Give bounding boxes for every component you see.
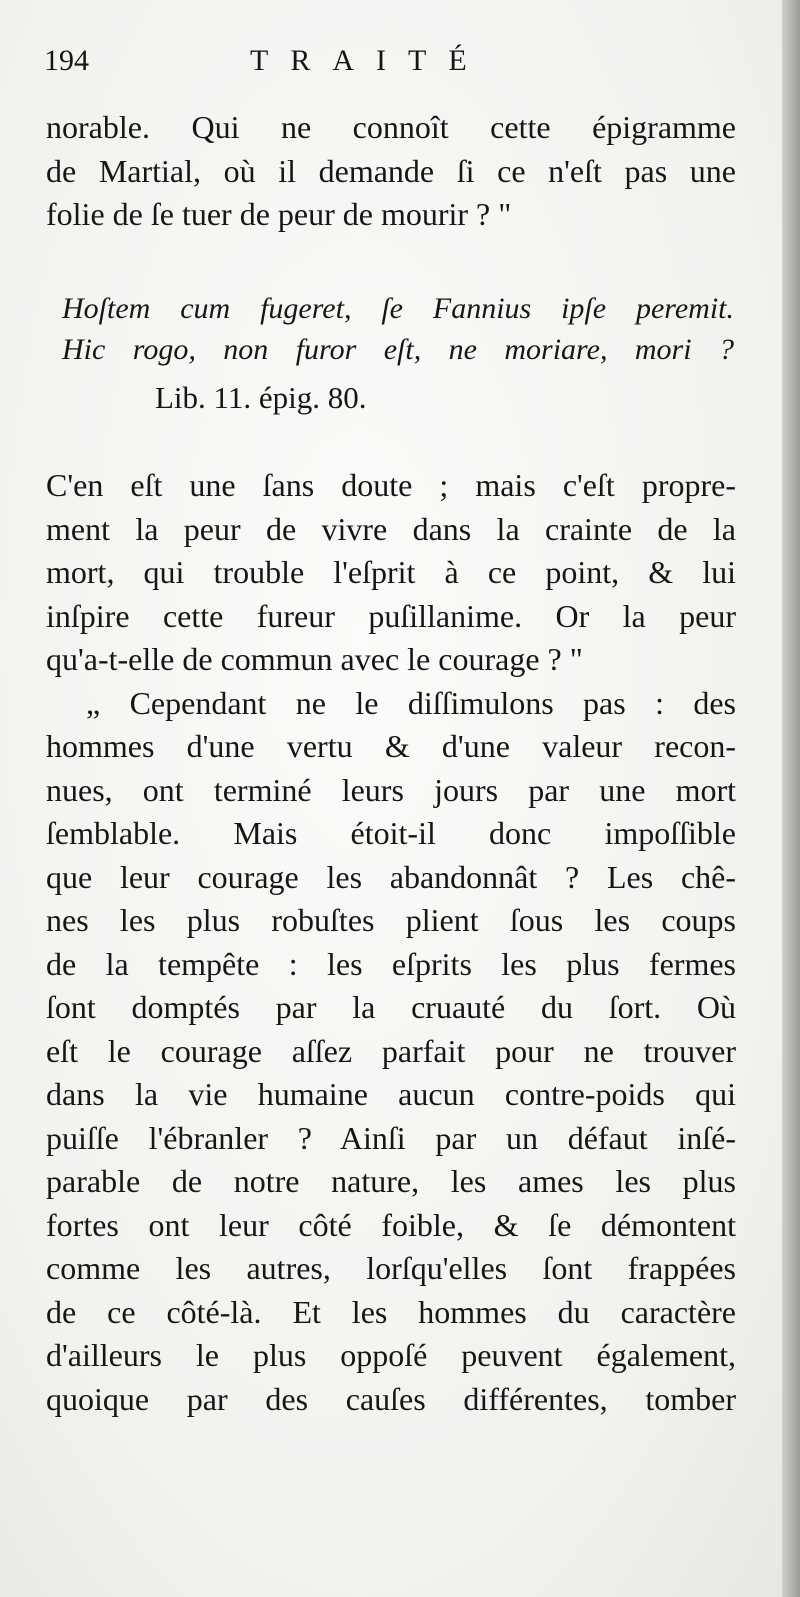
verse-line: Hoſtem cum fugeret, ſe Fannius ipſe peremit.: [62, 292, 734, 325]
page-number: 194: [44, 44, 89, 77]
text-line: que leur courage les abandonnât ? Les chê-: [46, 858, 736, 895]
text-line: eſt le courage aſſez parfait pour ne trouver: [46, 1032, 736, 1069]
page-header: [44, 38, 744, 88]
text-line: de ce côté-là. Et les hommes du caractère: [46, 1293, 736, 1330]
text-line: comme les autres, lorſqu'elles ſont frappées: [46, 1250, 736, 1286]
text-line: puiſſe l'ébranler ? Ainſi par un défaut inſé-: [46, 1119, 736, 1156]
text-line: mort, qui trouble l'eſprit à ce point, & lui: [46, 554, 736, 590]
text-line: ſont domptés par la cruauté du ſort. Où: [46, 989, 736, 1025]
running-title: TRAITÉ: [250, 44, 489, 77]
text-line: folie de ſe tuer de peur de mourir ? ": [46, 196, 512, 232]
text-line: ment la peur de vivre dans la crainte de la: [46, 510, 736, 547]
text-line: quoique par des cauſes différentes, tomber: [46, 1380, 736, 1417]
text-line: parable de notre nature, les ames les plus: [46, 1163, 736, 1199]
text-line: C'en eſt une ſans doute ; mais c'eſt propre-: [46, 467, 736, 503]
text-line: d'ailleurs le plus oppoſé peuvent également,: [46, 1337, 736, 1373]
text-line: norable. Qui ne connoît cette épigramme: [46, 109, 736, 145]
text-line: nes les plus robuſtes plient ſous les coups: [46, 902, 736, 938]
text-line: ſemblable. Mais étoit-il donc impoſſible: [46, 815, 736, 851]
latin-epigram: [62, 288, 734, 370]
text-line: hommes d'une vertu & d'une valeur recon-: [46, 728, 736, 764]
epigram-citation: Lib. 11. épig. 80.: [155, 380, 367, 415]
main-paragraphs: [46, 464, 736, 1421]
opening-paragraph: [46, 106, 736, 237]
text-line: „ Cependant ne le diſſimulons pas : des: [86, 684, 736, 721]
text-line: de Martial, où il demande ſi ce n'eſt pas une: [46, 152, 736, 189]
text-line: fortes ont leur côté foible, & ſe démontent: [46, 1206, 736, 1243]
text-line: nues, ont terminé leurs jours par une mort: [46, 771, 736, 808]
text-line: inſpire cette fureur puſillanime. Or la peur: [46, 597, 736, 634]
verse-line: Hic rogo, non furor eſt, ne moriare, mori ?: [62, 333, 734, 366]
page-gutter-shadow: [782, 0, 800, 1597]
text-line: dans la vie humaine aucun contre-poids qui: [46, 1076, 736, 1112]
text-line: qu'a-t-elle de commun avec le courage ? ": [46, 641, 583, 677]
text-line: de la tempête : les eſprits les plus fermes: [46, 945, 736, 982]
